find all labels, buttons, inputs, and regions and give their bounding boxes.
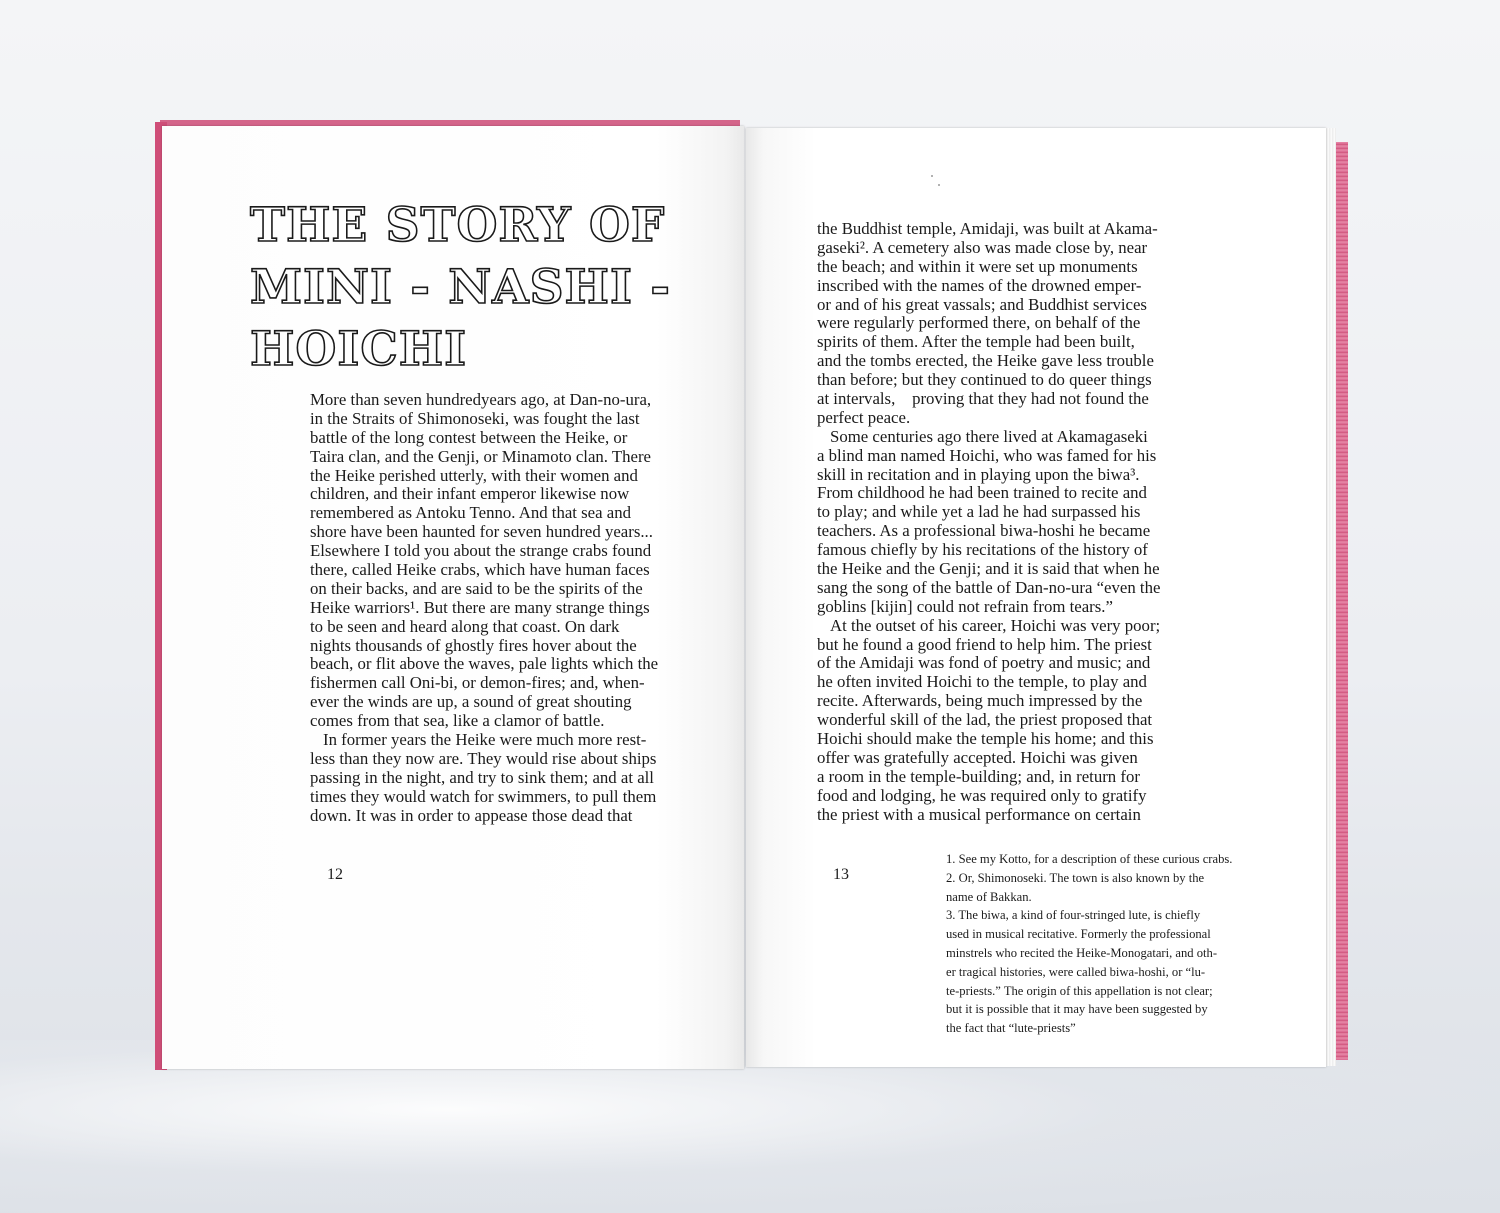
footnote-line: 2. Or, Shimonoseki. The town is also known by the bbox=[946, 870, 1205, 885]
text-line: inscribed with the names of the drowned emper- bbox=[817, 275, 1142, 295]
story-title bbox=[250, 195, 680, 381]
text-line: of the Amidaji was fond of poetry and music; and bbox=[817, 653, 1151, 673]
text-line: remembered as Antoku Tenno. And that sea and bbox=[310, 503, 632, 523]
text-line: Heike warriors¹. But there are many strange things bbox=[310, 597, 650, 617]
text-line: shore have been haunted for seven hundred years... bbox=[310, 522, 653, 542]
footnote-line: name of Bakkan. bbox=[946, 889, 1032, 904]
footnote-line: used in musical recitative. Formerly the professional bbox=[946, 927, 1211, 942]
text-line: recite. Afterwards, being much impressed by the bbox=[817, 691, 1143, 711]
text-line: children, and their infant emperor likewise now bbox=[310, 484, 630, 504]
left-column-text bbox=[310, 391, 670, 825]
text-line: the beach; and within it were set up monuments bbox=[817, 256, 1138, 276]
text-line: offer was gratefully accepted. Hoichi was given bbox=[817, 747, 1138, 767]
page-number-left: 12 bbox=[327, 866, 343, 883]
title-line: THE STORY OF bbox=[250, 198, 666, 253]
title-line: MINI - NASHI - bbox=[250, 260, 671, 315]
text-line: the Heike perished utterly, with their women and bbox=[310, 465, 638, 485]
footnote-line: te-priests.” The origin of this appellation is not clear; bbox=[946, 983, 1213, 998]
text-line: fishermen call Oni-bi, or demon-fires; and, when- bbox=[310, 673, 645, 693]
text-line: skill in recitation and in playing upon the biwa³. bbox=[817, 464, 1140, 484]
text-line: nights thousands of ghostly fires hover about the bbox=[310, 635, 637, 655]
text-line: on their backs, and are said to be the spirits of the bbox=[310, 578, 643, 598]
footnote-line: 1. See my Kotto, for a description of these curious crabs. bbox=[946, 852, 1233, 866]
text-line: Taira clan, and the Genji, or Minamoto clan. There bbox=[310, 446, 652, 466]
text-line: less than they now are. They would rise about ships bbox=[310, 748, 657, 768]
footnotes bbox=[946, 850, 1256, 1038]
text-line: or and of his great vassals; and Buddhist services bbox=[817, 294, 1147, 314]
text-line: to be seen and heard along that coast. On dark bbox=[310, 616, 620, 636]
text-line: the Buddhist temple, Amidaji, was built at Akama- bbox=[817, 219, 1158, 238]
text-line: Elsewhere I told you about the strange crabs found bbox=[310, 541, 652, 561]
page-number-right: 13 bbox=[833, 866, 849, 883]
paper-speck bbox=[931, 175, 933, 177]
text-line: Hoichi should make the temple his home; and this bbox=[817, 729, 1154, 749]
text-line: In former years the Heike were much more rest- bbox=[323, 730, 647, 750]
text-line: than before; but they continued to do queer things bbox=[817, 370, 1152, 390]
text-line: to play; and while yet a lad he had surpassed his bbox=[817, 502, 1141, 522]
text-line: More than seven hundredyears ago, at Dan-no-ura, bbox=[310, 390, 652, 409]
text-line: gaseki². A cemetery also was made close by, near bbox=[817, 237, 1148, 257]
text-line: and the tombs erected, the Heike gave less trouble bbox=[817, 351, 1154, 371]
footnote-line: er tragical histories, were called biwa-hoshi, or “lu- bbox=[946, 964, 1206, 979]
text-line: battle of the long contest between the Heike, or bbox=[310, 427, 628, 447]
text-line: a room in the temple-building; and, in return for bbox=[817, 766, 1140, 786]
footnote-line: the fact that “lute-priests” bbox=[946, 1021, 1076, 1036]
footnote-line: minstrels who recited the Heike-Monogatari, and oth- bbox=[946, 945, 1218, 960]
text-line: From childhood he had been trained to recite and bbox=[817, 483, 1147, 503]
footnote-line: 3. The biwa, a kind of four-stringed lute, is chiefly bbox=[946, 908, 1201, 923]
right-column-text bbox=[817, 220, 1179, 825]
text-line: wonderful skill of the lad, the priest proposed that bbox=[817, 710, 1153, 730]
text-line: comes from that sea, like a clamor of battle. bbox=[310, 711, 605, 731]
text-line: but he found a good friend to help him. The priest bbox=[817, 634, 1152, 654]
text-line: ever the winds are up, a sound of great shouting bbox=[310, 692, 632, 712]
title-line: HOICHI bbox=[250, 322, 468, 377]
text-line: the priest with a musical performance on certain bbox=[817, 804, 1141, 824]
text-line: teachers. As a professional biwa-hoshi he became bbox=[817, 521, 1151, 541]
text-line: goblins [kijin] could not refrain from tears.” bbox=[817, 596, 1113, 616]
text-line: Some centuries ago there lived at Akamagaseki bbox=[830, 426, 1148, 446]
text-line: a blind man named Hoichi, who was famed for his bbox=[817, 445, 1157, 465]
text-line: passing in the night, and try to sink them; and at all bbox=[310, 767, 654, 787]
text-line: spirits of them. After the temple had been built, bbox=[817, 332, 1135, 352]
text-line: famous chiefly by his recitations of the history of bbox=[817, 540, 1148, 560]
text-line: down. It was in order to appease those dead that bbox=[310, 805, 633, 825]
text-line: he often invited Hoichi to the temple, to play and bbox=[817, 672, 1147, 692]
text-line: sang the song of the battle of Dan-no-ura “even the bbox=[817, 577, 1161, 597]
text-line: perfect peace. bbox=[817, 407, 911, 427]
text-line: in the Straits of Shimonoseki, was fought the last bbox=[310, 408, 640, 428]
paper-speck bbox=[938, 184, 940, 186]
footnote-line: but it is possible that it may have been suggested by bbox=[946, 1002, 1208, 1017]
text-line: were regularly performed there, on behalf of the bbox=[817, 313, 1141, 333]
text-line: At the outset of his career, Hoichi was very poor; bbox=[830, 615, 1161, 635]
text-line: there, called Heike crabs, which have human faces bbox=[310, 560, 650, 580]
text-line: food and lodging, he was required only to gratify bbox=[817, 785, 1147, 805]
text-line: times they would watch for swimmers, to pull them bbox=[310, 786, 657, 806]
text-line: at intervals, proving that they had not found the bbox=[817, 389, 1149, 409]
text-line: the Heike and the Genji; and it is said that when he bbox=[817, 559, 1160, 579]
text-line: beach, or flit above the waves, pale lights which the bbox=[310, 654, 659, 674]
